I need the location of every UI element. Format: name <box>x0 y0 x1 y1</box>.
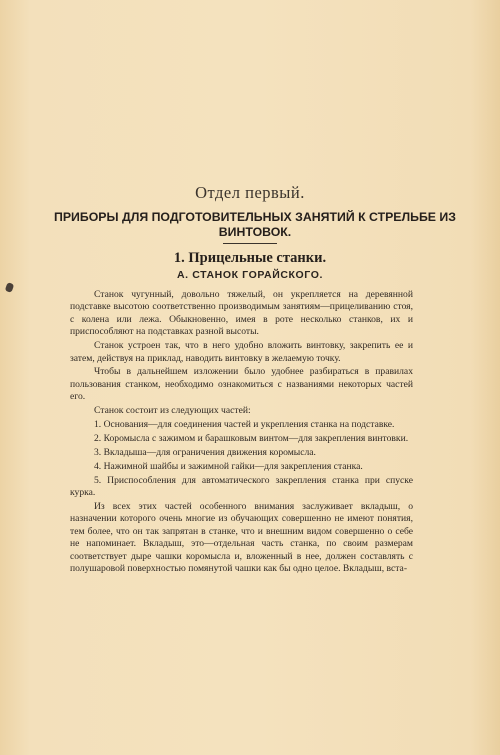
list-item: 4. Нажимной шайбы и зажимной гайки—для закрепления станка. <box>94 460 363 472</box>
body-text <box>70 289 413 577</box>
ink-stain <box>5 282 15 293</box>
list-item: 5. Приспособления для автоматического закрепления станка при спуске курка. <box>70 474 413 499</box>
section-title: Отдел первый. <box>195 183 305 202</box>
paragraph: Станок устроен так, что в него удобно вложить винтовку, закрепить ее и затем, действуя на приклад, наводить винтовку в желаемую точку. <box>70 340 413 364</box>
paragraph: Станок чугунный, довольно тяжелый, он укрепляется на деревянной подставке высотою соответственно производимым занятиям—прицеливанию стоя, с колена или лежа. Обыкновенно, имея в роте несколько станков, их и приспособляют на подставках разной высоты. <box>70 289 413 338</box>
paragraph: Чтобы в дальнейшем изложении было удобнее разбираться в правилах пользования станком, необходимо ознакомиться с названиями некоторых частей его. <box>70 366 413 403</box>
heading-divider <box>223 243 277 244</box>
list-item: 3. Вкладыша—для ограничения движения коромысла. <box>94 446 316 458</box>
main-heading: ПРИБОРЫ ДЛЯ ПОДГОТОВИТЕЛЬНЫХ ЗАНЯТИЙ К СТРЕЛЬБЕ ИЗ ВИНТОВОК. <box>54 210 456 239</box>
paragraph: Станок состоит из следующих частей: <box>94 405 251 417</box>
list-item: 1. Основания—для соединения частей и укрепления станка на подставке. <box>94 419 395 431</box>
chapter-title: 1. Прицельные станки. <box>173 250 327 266</box>
paragraph: Из всех этих частей особенного внимания заслуживает вкладыш, о назначении которого очень многие из обучающих совершенно не имеют понятия, тем более, что он так запрятан в станке, что и внешним видом совершенно о себе не напоминает. Вкладыш, это—отдельная часть станка, по своим размерам соответствует дыре чашки коромысла и, вложенный в нее, должен составлять с полушаровой поверхностью помянутой чашки как бы одно целое. Вкладыш, вста- <box>70 501 413 575</box>
list-item: 2. Коромысла с зажимом и барашковым винтом—для закрепления винтовки. <box>94 432 409 444</box>
subheading: А. СТАНОК ГОРАЙСКОГО. <box>177 269 323 281</box>
